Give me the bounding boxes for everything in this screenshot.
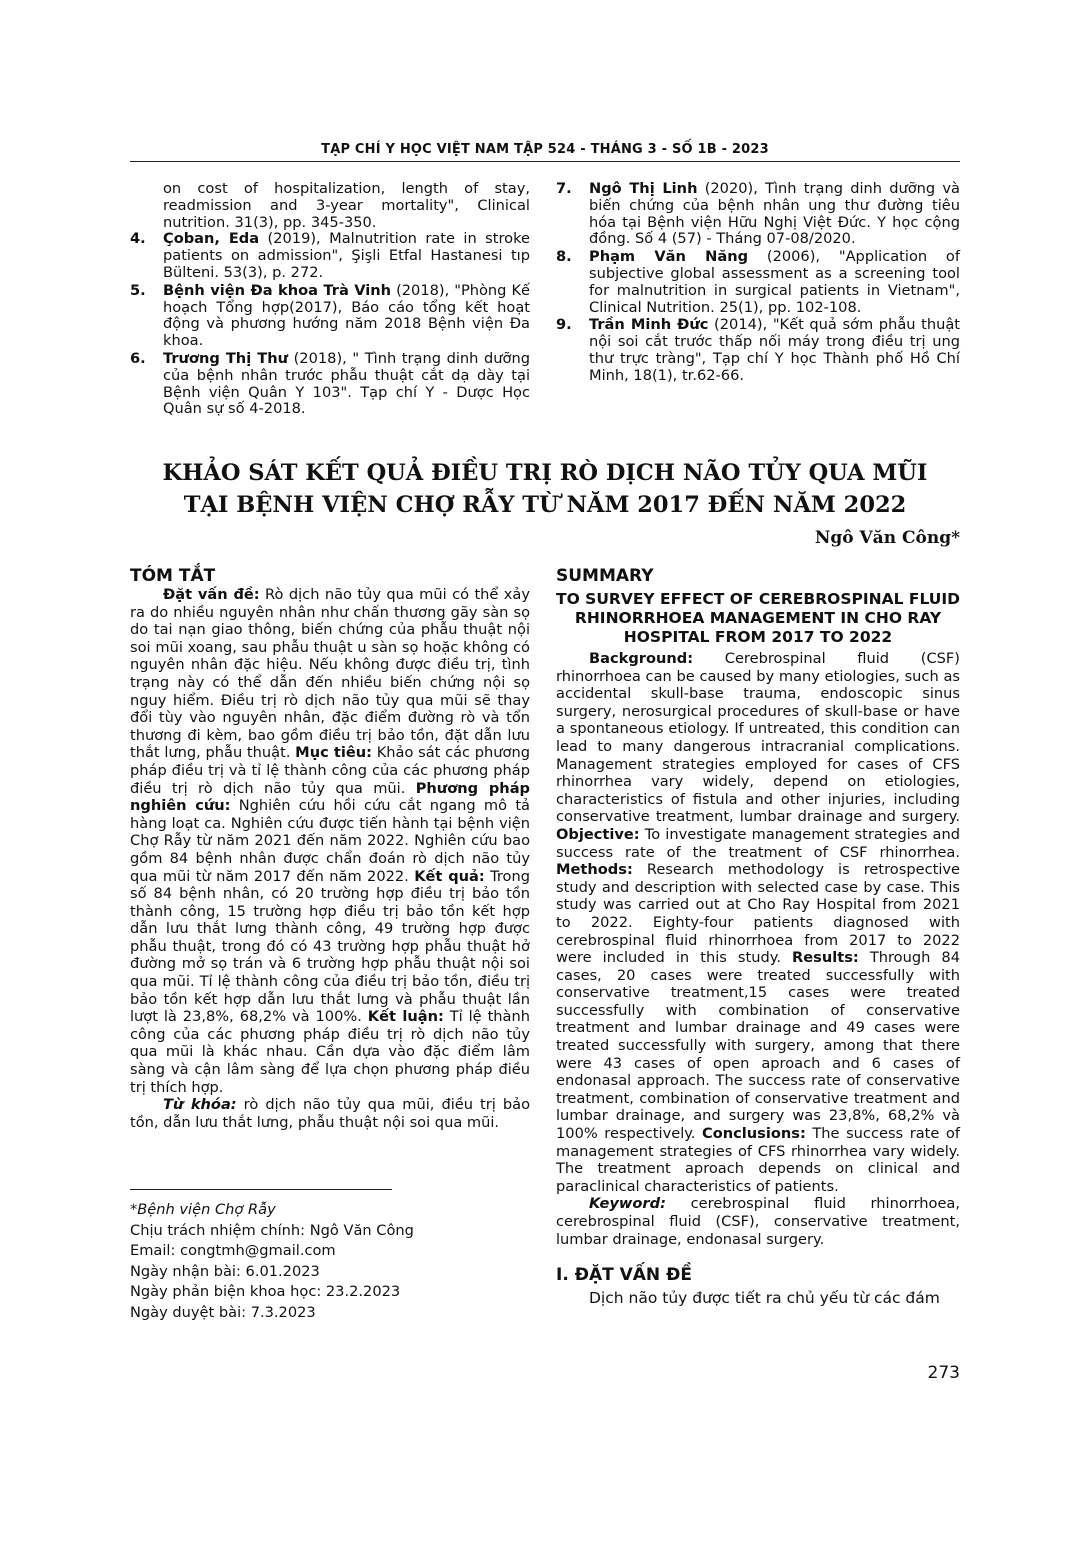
label-ket-qua: Kết quả: — [414, 867, 485, 885]
reference-item — [130, 231, 530, 281]
reference-item — [130, 351, 530, 418]
footnote-received: Ngày nhận bài: 6.01.2023 — [130, 1262, 320, 1280]
reference-item — [556, 317, 960, 384]
footnote-responsible: Chịu trách nhiệm chính: Ngô Văn Công — [130, 1221, 414, 1239]
abstract-en-title: TO SURVEY EFFECT OF CEREBROSPINAL FLUID RHINORRHOEA MANAGEMENT IN CHO RAY HOSPITAL FROM 2017 TO 2022 — [556, 590, 960, 646]
reference-number: 5. — [130, 281, 146, 299]
reference-item — [556, 181, 960, 248]
reference-text — [163, 231, 530, 281]
reference-text — [163, 283, 530, 350]
text-phuong-phap: Nghiên cứu hồi cứu cắt ngang mô tả hàng loạt ca. Nghiên cứu được tiến hành tại bệnh viện Chợ Rẫy từ năm 2021 đến năm 2022. Nghiên cứu bao gồm 84 bệnh nhân được chẩn đoán rò dịch não tủy qua mũi từ năm 2017 đến năm 2022. — [130, 797, 530, 885]
reference-item — [556, 249, 960, 316]
text-objective: To investigate management strategies and success rate of the treatment of CSF rhinorrhea. — [556, 825, 960, 861]
reference-author: Çoban, Eda — [163, 230, 260, 248]
abstract-en-body — [556, 650, 960, 1248]
reference-text — [163, 351, 530, 418]
label-ket-luan: Kết luận: — [367, 1008, 444, 1026]
label-tu-khoa: Từ khóa: — [163, 1096, 237, 1114]
label-keyword: Keyword: — [589, 1195, 666, 1213]
reference-text — [589, 249, 960, 316]
text-keyword: cerebrospinal fluid rhinorrhoea, cerebrospinal fluid (CSF), conservative treatment, lumbar drainage, endonasal surgery. — [556, 1195, 960, 1248]
reference-number: 4. — [130, 230, 146, 248]
label-muc-tieu: Mục tiêu: — [295, 744, 372, 762]
abstract-en-heading: SUMMARY — [556, 566, 654, 586]
reference-author: Phạm Văn Năng — [589, 248, 749, 266]
reference-item — [130, 283, 530, 350]
article-title-line1: KHẢO SÁT KẾT QUẢ ĐIỀU TRỊ RÒ DỊCH NÃO TỦY QUA MŨI — [162, 460, 928, 486]
text-results: Through 84 cases, 20 cases were treated successfully with conservative treatment,15 cases were treated successfully with combination of conservative treatment and lumbar drainage and 49 cases were treated successfully with surgery, among that there were 43 cases of open aproach and 6 cases of endonasal approach. The success rate of conservative treatment, combination of conservative treatment and lumbar drainage, and surgery was 23,8%, 68,2% và 100% respectively. — [556, 949, 960, 1143]
keywords-en — [556, 1195, 960, 1248]
text-muc-tieu: Khảo sát các phương pháp điều trị và tỉ lệ thành công của các phương pháp điều trị rò dịch não tủy qua mũi. — [130, 744, 530, 797]
reference-number: 8. — [556, 248, 572, 266]
abstract-vi-heading: TÓM TẮT — [130, 566, 216, 586]
reference-rest: (2006), "Application of subjective global assessment as a screening tool for malnutrition in surgical patients in Vietnam", Clinical Nutrition. 25(1), pp. 102-108. — [589, 248, 960, 316]
text-conclusions: The success rate of management strategies of CFS rhinorrhea vary widely. The treatment aproach depends on clinical and paraclinical characteristics of patients. — [556, 1125, 960, 1195]
label-results: Results: — [792, 949, 859, 967]
reference-author: Trương Thị Thư — [163, 349, 288, 367]
label-conclusions: Conclusions: — [702, 1125, 806, 1143]
abstract-vi-body — [130, 586, 530, 1131]
reference-rest: (2014), "Kết quả sớm phẫu thuật nội soi cắt trước thấp nối máy trong điều trị ung thư trực tràng", Tạp chí Y học Thành phố Hồ Chí Minh, 18(1), tr.62-66. — [589, 316, 960, 384]
reference-rest: (2020), Tình trạng dinh dưỡng và biến chứng của bệnh nhân ung thư đường tiêu hóa tại Bệnh viện Hữu Nghị Việt Đức. Y học cộng đồng. Số 4 (57) - Tháng 07-08/2020. — [589, 180, 961, 248]
header-rule — [130, 161, 960, 162]
footnote — [130, 1200, 414, 1323]
reference-text — [589, 181, 960, 248]
page-number: 273 — [927, 1363, 960, 1383]
reference-rest: (2018), "Phòng Kế hoạch Tổng hợp(2017), Báo cáo tổng kết hoạt động và phương hướng năm 2018 Bệnh viện Đa khoa. — [163, 281, 530, 350]
section-heading: I. ĐẶT VẤN ĐỀ — [556, 1265, 692, 1285]
footnote-reviewed: Ngày phản biện khoa học: 23.2.2023 — [130, 1283, 401, 1300]
label-phuong-phap: Phương pháp nghiên cứu: — [130, 779, 530, 815]
text-background: Cerebrospinal fluid (CSF) rhinorrhoea can be caused by many etiologies, such as accidental skull-base trauma, endoscopic sinus surgery, nerosurgical procedures of skull-base or have a spontaneous etiology. If untreated, this condition can lead to many dangerous intracranial complications. Management strategies employed for cases of CFS rhinorrhea vary widely, depend on etiologies, characteristics of fistula and other injuries, including conservative treatment, lumbar drainage and surgery. — [556, 650, 960, 826]
text-dat-van-de: Rò dịch não tủy qua mũi có thể xảy ra do nhiều nguyên nhân như chấn thương gãy sàn sọ do tai nạn giao thông, biến chứng của phẫu thuật nội soi mũi xoang, sau phẫu thuật u sàn sọ hoặc không có nguyên nhân đặc hiệu. Nếu không được điều trị, tình trạng này có thể dẫn đến nhiều biến chứng nội sọ nguy hiểm. Điều trị rò dịch não tủy qua mũi sẽ thay đổi tùy vào nguyên nhân, đặc điểm đường rò và tổn thương đi kèm, bao gồm điều trị bảo tồn, đặt dẫn lưu thắt lưng, phẫu thuật. — [130, 586, 530, 762]
text-ket-luan: Tỉ lệ thành công của các phương pháp điều trị rò dịch não tủy qua mũi là khác nhau. Cần dựa vào đặc điểm lâm sàng và cận lâm sàng để lựa chọn phương pháp điều trị thích hợp. — [130, 1008, 530, 1096]
keywords-vi — [130, 1096, 530, 1131]
label-objective: Objective: — [556, 825, 640, 843]
reference-continuation: on cost of hospitalization, length of stay, readmission and 3-year mortality", Clinical nutrition. 31(3), pp. 345-350. — [163, 180, 530, 231]
reference-rest: (2019), Malnutrition rate in stroke patients on admission", Şişli Etfal Hastanesi tıp Bülteni. 53(3), p. 272. — [163, 230, 530, 281]
text-ket-qua: Trong số 84 bệnh nhân, có 20 trường hợp điều trị bảo tồn thành công, 15 trường hợp điều trị bảo tồn kết hợp dẫn lưu thắt lưng thành công, 49 trường hợp được phẫu thuật, trong đó có 43 trường hợp phẫu thuật hở đường mở sọ trán và 6 trường hợp phẫu thuật nội soi qua mũi. Tỉ lệ thành công của điều trị bảo tồn, điều trị bảo tồn kết hợp dẫn lưu thắt lưng và phẫu thuật lần lượt là 23,8%, 68,2% và 100%. — [130, 867, 530, 1026]
section-text — [556, 1290, 960, 1308]
reference-author: Trần Minh Đức — [589, 316, 709, 334]
label-methods: Methods: — [556, 861, 633, 879]
text-tu-khoa: rò dịch não tủy qua mũi, điều trị bảo tồn, dẫn lưu thắt lưng, phẫu thuật nội soi qua mũi. — [130, 1096, 530, 1131]
references-right — [556, 181, 960, 386]
footnote-email: Email: congtmh@gmail.com — [130, 1242, 336, 1259]
references-left — [130, 181, 530, 419]
footnote-rule — [130, 1189, 392, 1190]
reference-author: Ngô Thị Linh — [589, 180, 698, 197]
reference-author: Bệnh viện Đa khoa Trà Vinh — [163, 281, 392, 299]
reference-number: 6. — [130, 349, 146, 367]
section-first-line: Dịch não tủy được tiết ra chủ yếu từ các đám — [589, 1289, 940, 1307]
label-background: Background: — [589, 650, 694, 667]
running-header: TẠP CHÍ Y HỌC VIỆT NAM TẬP 524 - THÁNG 3 - SỐ 1B - 2023 — [321, 142, 769, 157]
label-dat-van-de: Đặt vấn đề: — [163, 586, 260, 603]
text-methods: Research methodology is retrospective study and description with selected case by case. This study was carried out at Cho Ray Hospital from 2021 to 2022. Eighty-four patients diagnosed with cerebrospinal fluid rhinorrhoea from 2017 to 2022 were included in this study. — [556, 861, 960, 967]
reference-rest: (2018), " Tình trạng dinh dưỡng của bệnh nhân trước phẫu thuật cắt dạ dày tại Bệnh viện Quân Y 103". Tạp chí Y - Dược Học Quân sự số 4-2018. — [163, 349, 530, 418]
reference-number: 7. — [556, 180, 572, 197]
reference-number: 9. — [556, 316, 572, 334]
article-author: Ngô Văn Công* — [814, 528, 960, 548]
footnote-affiliation: *Bệnh viện Chợ Rẫy — [130, 1201, 276, 1218]
reference-text — [589, 317, 960, 384]
footnote-accepted: Ngày duyệt bài: 7.3.2023 — [130, 1303, 316, 1321]
article-title-line2: TẠI BỆNH VIỆN CHỢ RẪY TỪ NĂM 2017 ĐẾN NĂM 2022 — [183, 492, 907, 518]
article-title — [130, 457, 960, 521]
